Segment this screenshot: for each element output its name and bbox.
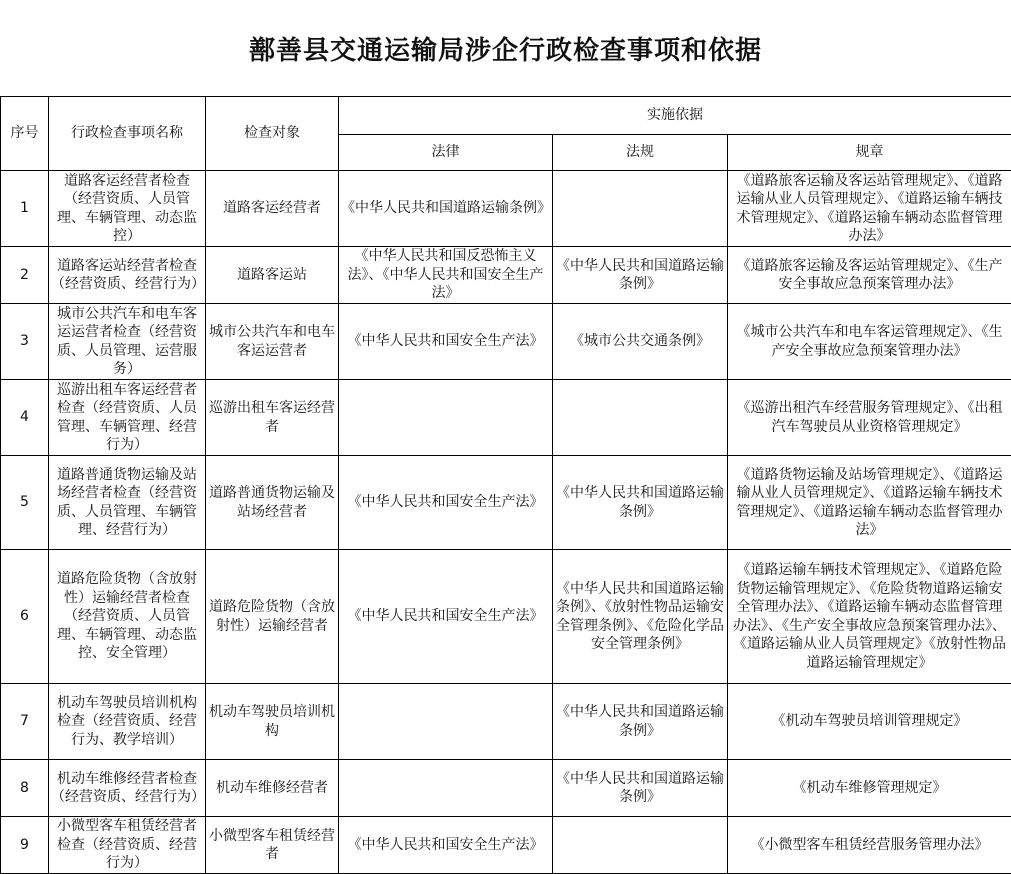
row-law: 《中华人民共和国安全生产法》 [339, 456, 553, 550]
row-rule: 《道路旅客运输及客运站管理规定》、《生产安全事故应急预案管理办法》 [728, 247, 1011, 304]
row-item: 小微型客车租赁经营者检查（经营资质、经营行为） [49, 817, 206, 874]
row-rule: 《道路旅客运输及客运站管理规定》、《道路运输从业人员管理规定》、《道路运输车辆技术管理规定》、《道路运输车辆动态监督管理办法》 [728, 171, 1011, 247]
row-index: 7 [1, 684, 49, 760]
row-target: 道路客运站 [206, 247, 339, 304]
row-index: 1 [1, 171, 49, 247]
header-index: 序号 [1, 97, 49, 171]
row-rule: 《机动车维修管理规定》 [728, 760, 1011, 817]
row-regulation [553, 380, 728, 456]
row-target: 小微型客车租赁经营者 [206, 817, 339, 874]
header-rule: 规章 [728, 135, 1011, 171]
row-regulation: 《中华人民共和国道路运输条例》、《放射性物品运输安全管理条例》、《危险化学品安全管理条例》 [553, 550, 728, 684]
row-index: 6 [1, 550, 49, 684]
header-basis: 实施依据 [339, 97, 1011, 135]
table-row [1, 817, 1011, 874]
row-law: 《中华人民共和国安全生产法》 [339, 817, 553, 874]
row-target: 巡游出租车客运经营者 [206, 380, 339, 456]
header-regulation: 法规 [553, 135, 728, 171]
row-target: 道路危险货物（含放射性）运输经营者 [206, 550, 339, 684]
row-item: 道路客运站经营者检查（经营资质、经营行为） [49, 247, 206, 304]
row-rule: 《道路运输车辆技术管理规定》、《道路危险货物运输管理规定》、《危险货物道路运输安全管理办法》、《道路运输车辆动态监督管理办法》、《生产安全事故应急预案管理办法》、《道路运输从业人员管理规定》《放射性物品道路运输管理规定》 [728, 550, 1011, 684]
header-target: 检查对象 [206, 97, 339, 171]
row-rule: 《道路货物运输及站场管理规定》、《道路运输从业人员管理规定》、《道路运输车辆技术管理规定》、《道路运输车辆动态监督管理办法》 [728, 456, 1011, 550]
row-item: 道路普通货物运输及站场经营者检查（经营资质、人员管理、车辆管理、经营行为） [49, 456, 206, 550]
inspection-table [0, 96, 1011, 874]
table-row [1, 380, 1011, 456]
row-item: 巡游出租车客运经营者检查（经营资质、人员管理、车辆管理、经营行为） [49, 380, 206, 456]
row-index: 2 [1, 247, 49, 304]
row-target: 道路客运经营者 [206, 171, 339, 247]
row-regulation [553, 817, 728, 874]
row-target: 城市公共汽车和电车客运运营者 [206, 304, 339, 380]
row-regulation: 《中华人民共和国道路运输条例》 [553, 247, 728, 304]
row-item: 道路客运经营者检查（经营资质、人员管理、车辆管理、动态监控） [49, 171, 206, 247]
row-item: 机动车维修经营者检查（经营资质、经营行为） [49, 760, 206, 817]
row-target: 机动车维修经营者 [206, 760, 339, 817]
row-index: 8 [1, 760, 49, 817]
header-law: 法律 [339, 135, 553, 171]
table-row [1, 247, 1011, 304]
row-item: 机动车驾驶员培训机构检查（经营资质、经营行为、教学培训） [49, 684, 206, 760]
row-regulation: 《中华人民共和国道路运输条例》 [553, 684, 728, 760]
row-law: 《中华人民共和国安全生产法》 [339, 550, 553, 684]
table-row [1, 760, 1011, 817]
table-row [1, 684, 1011, 760]
table-row [1, 171, 1011, 247]
row-target: 机动车驾驶员培训机构 [206, 684, 339, 760]
row-regulation [553, 171, 728, 247]
row-item: 城市公共汽车和电车客运运营者检查（经营资质、人员管理、运营服务） [49, 304, 206, 380]
header-item: 行政检查事项名称 [49, 97, 206, 171]
row-rule: 《小微型客车租赁经营服务管理办法》 [728, 817, 1011, 874]
row-index: 5 [1, 456, 49, 550]
table-row [1, 550, 1011, 684]
row-rule: 《机动车驾驶员培训管理规定》 [728, 684, 1011, 760]
table-row [1, 456, 1011, 550]
row-target: 道路普通货物运输及站场经营者 [206, 456, 339, 550]
row-regulation: 《城市公共交通条例》 [553, 304, 728, 380]
row-index: 4 [1, 380, 49, 456]
row-law [339, 380, 553, 456]
page-title: 鄯善县交通运输局涉企行政检查事项和依据 [248, 35, 762, 66]
row-law: 《中华人民共和国安全生产法》 [339, 304, 553, 380]
table-row [1, 304, 1011, 380]
row-index: 9 [1, 817, 49, 874]
row-item: 道路危险货物（含放射性）运输经营者检查（经营资质、人员管理、车辆管理、动态监控、安全管理） [49, 550, 206, 684]
row-regulation: 《中华人民共和国道路运输条例》 [553, 456, 728, 550]
row-law: 《中华人民共和国道路运输条例》 [339, 171, 553, 247]
row-regulation: 《中华人民共和国道路运输条例》 [553, 760, 728, 817]
row-rule: 《城市公共汽车和电车客运管理规定》、《生产安全事故应急预案管理办法》 [728, 304, 1011, 380]
row-law [339, 684, 553, 760]
row-law [339, 760, 553, 817]
row-law: 《中华人民共和国反恐怖主义法》、《中华人民共和国安全生产法》 [339, 247, 553, 304]
row-rule: 《巡游出租汽车经营服务管理规定》、《出租汽车驾驶员从业资格管理规定》 [728, 380, 1011, 456]
row-index: 3 [1, 304, 49, 380]
